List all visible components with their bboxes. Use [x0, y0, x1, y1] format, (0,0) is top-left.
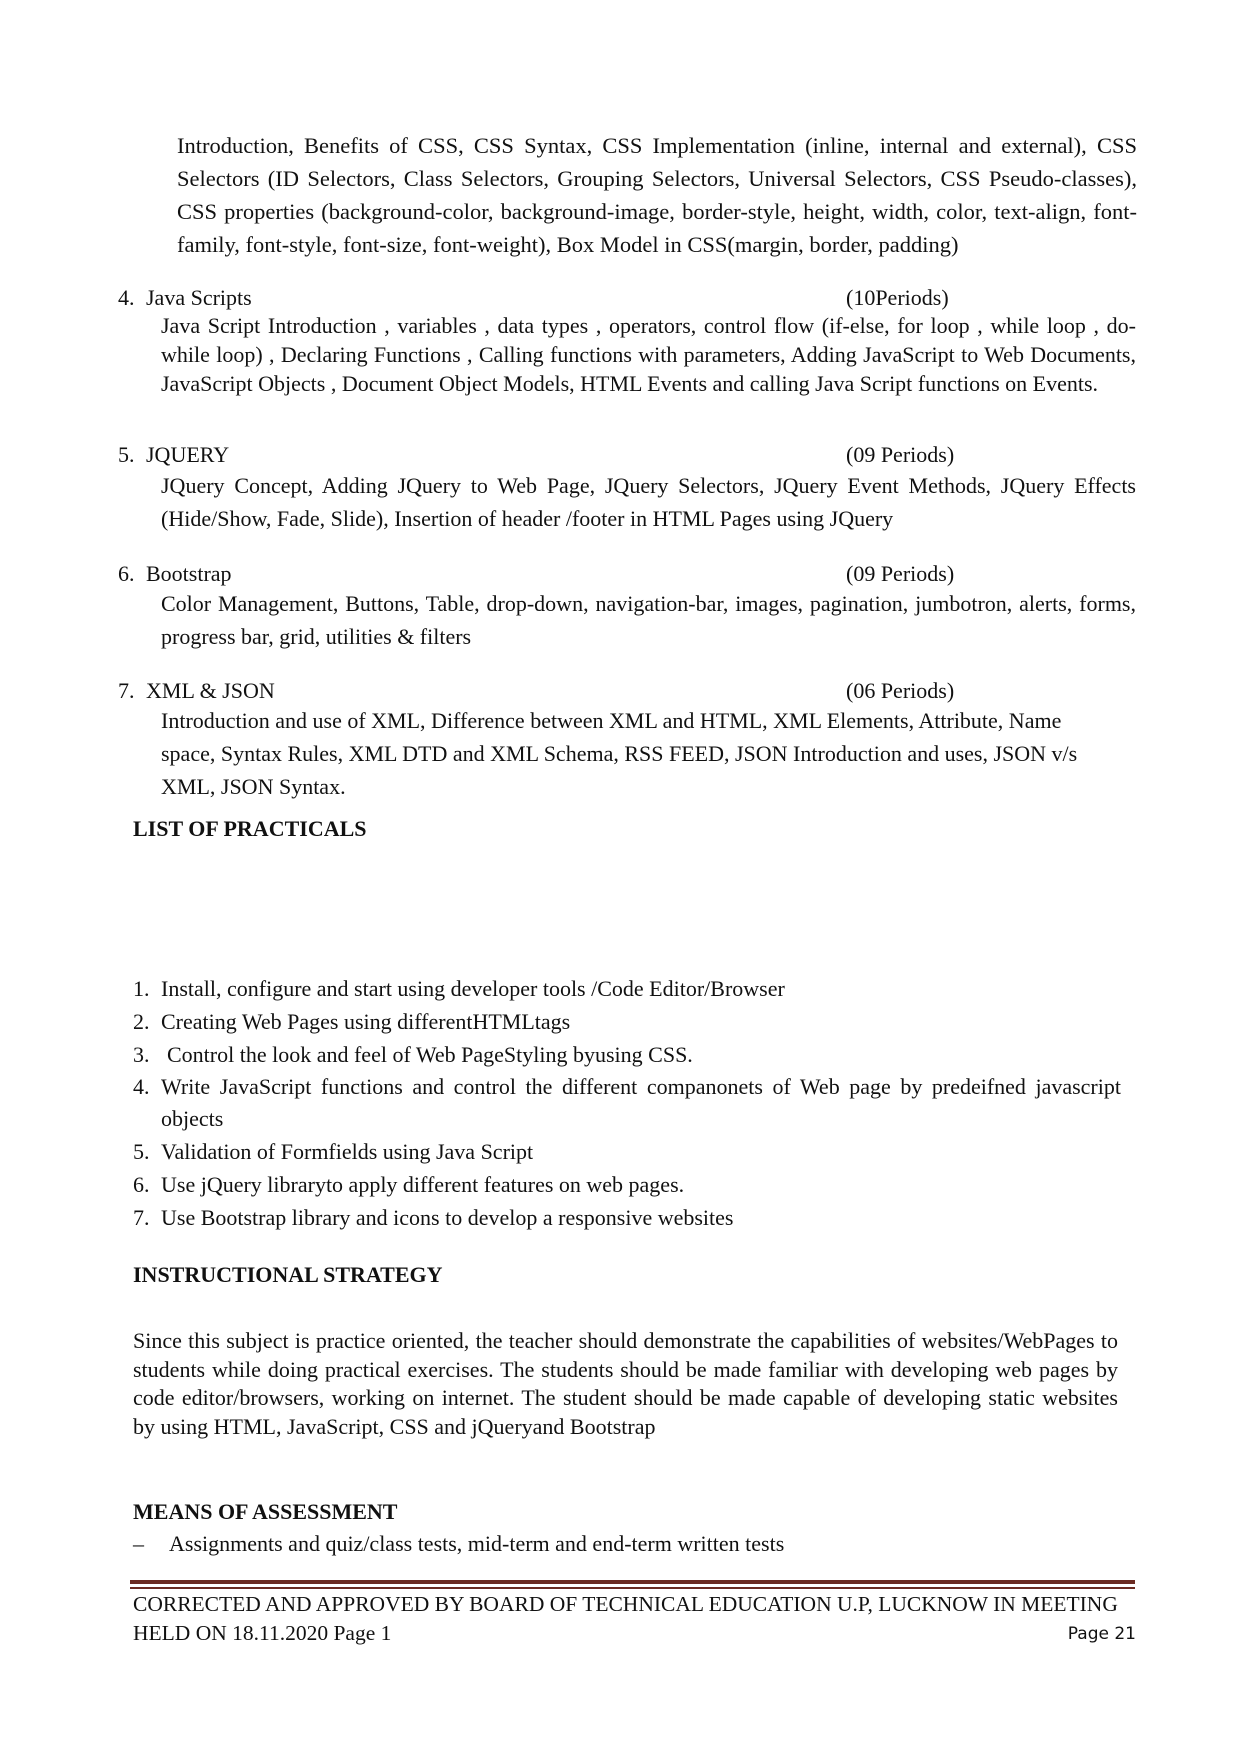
list-item-text: Use jQuery libraryto apply different features on web pages. — [161, 1172, 685, 1197]
footer-rule-thin — [130, 1587, 1135, 1589]
dash-bullet-icon: – — [133, 1531, 144, 1556]
list-item-number: 4. — [133, 1074, 150, 1099]
practicals-heading: LIST OF PRACTICALS — [133, 816, 367, 841]
list-item — [133, 1071, 1143, 1135]
unit-heading — [118, 559, 955, 589]
unit-title: JQUERY — [146, 442, 230, 467]
list-item — [133, 1005, 1143, 1038]
footer-text: CORRECTED AND APPROVED BY BOARD OF TECHNICAL EDUCATION U.P, LUCKNOW IN MEETING HELD ON 18.11.2020 Page 1 — [133, 1592, 1118, 1645]
unit-title: Bootstrap — [146, 561, 232, 586]
unit-body: Introduction and use of XML, Difference between XML and HTML, XML Elements, Attribute, Name space, Syntax Rules, XML DTD and XML Schema, RSS FEED, JSON Introduction and uses, JSON v/s XML, JSON Syntax. — [161, 708, 1078, 799]
unit-number: 7. — [118, 678, 135, 703]
unit-body: Java Script Introduction , variables , data types , operators, control flow (if-else, for loop , while loop , do-while loop) , Declaring Functions , Calling functions with parameters, Adding JavaScript to Web Documents, JavaScript Objects , Document Object Models, HTML Events and calling Java Script functions on Events. — [161, 313, 1136, 396]
practicals-list — [133, 972, 1143, 1234]
list-item — [133, 1038, 1143, 1071]
list-item-text: Validation of Formfields using Java Script — [161, 1139, 534, 1164]
list-item-number: 6. — [133, 1172, 150, 1197]
assessment-item — [133, 1529, 784, 1559]
list-item-number: 3. — [133, 1042, 150, 1067]
list-item-number: 7. — [133, 1205, 150, 1230]
list-item-number: 1. — [133, 976, 150, 1001]
unit-title: Java Scripts — [146, 285, 252, 310]
unit-heading — [118, 440, 955, 470]
strategy-paragraph: Since this subject is practice oriented, the teacher should demonstrate the capabilities of websites/WebPages to students while doing practical exercises. The students should be made familiar with developing web pages by code editor/browsers, working on internet. The student should be made capable of developing static websites by using HTML, JavaScript, CSS and jQueryand Bootstrap — [133, 1328, 1118, 1439]
list-item-number: 5. — [133, 1139, 150, 1164]
unit-body: JQuery Concept, Adding JQuery to Web Page, JQuery Selectors, JQuery Event Methods, JQuery Effects (Hide/Show, Fade, Slide), Insertion of header /footer in HTML Pages using JQuery — [161, 473, 1136, 531]
unit-periods: (10Periods) — [846, 285, 949, 310]
list-item-text: Write JavaScript functions and control the different companonets of Web page by predeifned javascript objects — [161, 1074, 1121, 1131]
unit-periods: (09 Periods) — [846, 561, 955, 586]
assessment-heading: MEANS OF ASSESSMENT — [133, 1499, 398, 1524]
list-item-text: Creating Web Pages using differentHTMLtags — [161, 1009, 571, 1034]
list-item-text: Use Bootstrap library and icons to develop a responsive websites — [161, 1205, 734, 1230]
list-item-number: 2. — [133, 1009, 150, 1034]
unit-number: 6. — [118, 561, 135, 586]
page-number: Page 21 — [1067, 1624, 1136, 1644]
css-topics-paragraph: Introduction, Benefits of CSS, CSS Syntax, CSS Implementation (inline, internal and external), CSS Selectors (ID Selectors, Class Selectors, Grouping Selectors, Universal Selectors, CSS Pseudo-classes), CSS properties (background-color, background-image, border-style, height, width, color, text-align, font-family, font-style, font-size, font-weight), Box Model in CSS(margin, border, padding) — [177, 133, 1137, 257]
list-item-text: Control the look and feel of Web PageStyling byusing CSS. — [167, 1042, 693, 1067]
unit-number: 5. — [118, 442, 135, 467]
list-item — [133, 972, 1143, 1005]
list-item — [133, 1168, 1143, 1201]
unit-title: XML & JSON — [146, 678, 275, 703]
unit-number: 4. — [118, 285, 135, 310]
unit-heading — [118, 283, 949, 313]
list-item — [133, 1201, 1143, 1234]
unit-periods: (09 Periods) — [846, 442, 955, 467]
unit-heading — [118, 676, 955, 706]
unit-periods: (06 Periods) — [846, 678, 955, 703]
list-item — [133, 1135, 1143, 1168]
strategy-heading: INSTRUCTIONAL STRATEGY — [133, 1262, 443, 1287]
footer-rule-thick — [130, 1580, 1135, 1584]
unit-body: Color Management, Buttons, Table, drop-down, navigation-bar, images, pagination, jumbotron, alerts, forms, progress bar, grid, utilities & filters — [161, 591, 1136, 649]
assessment-text: Assignments and quiz/class tests, mid-term and end-term written tests — [169, 1531, 785, 1556]
list-item-text: Install, configure and start using developer tools /Code Editor/Browser — [161, 976, 785, 1001]
